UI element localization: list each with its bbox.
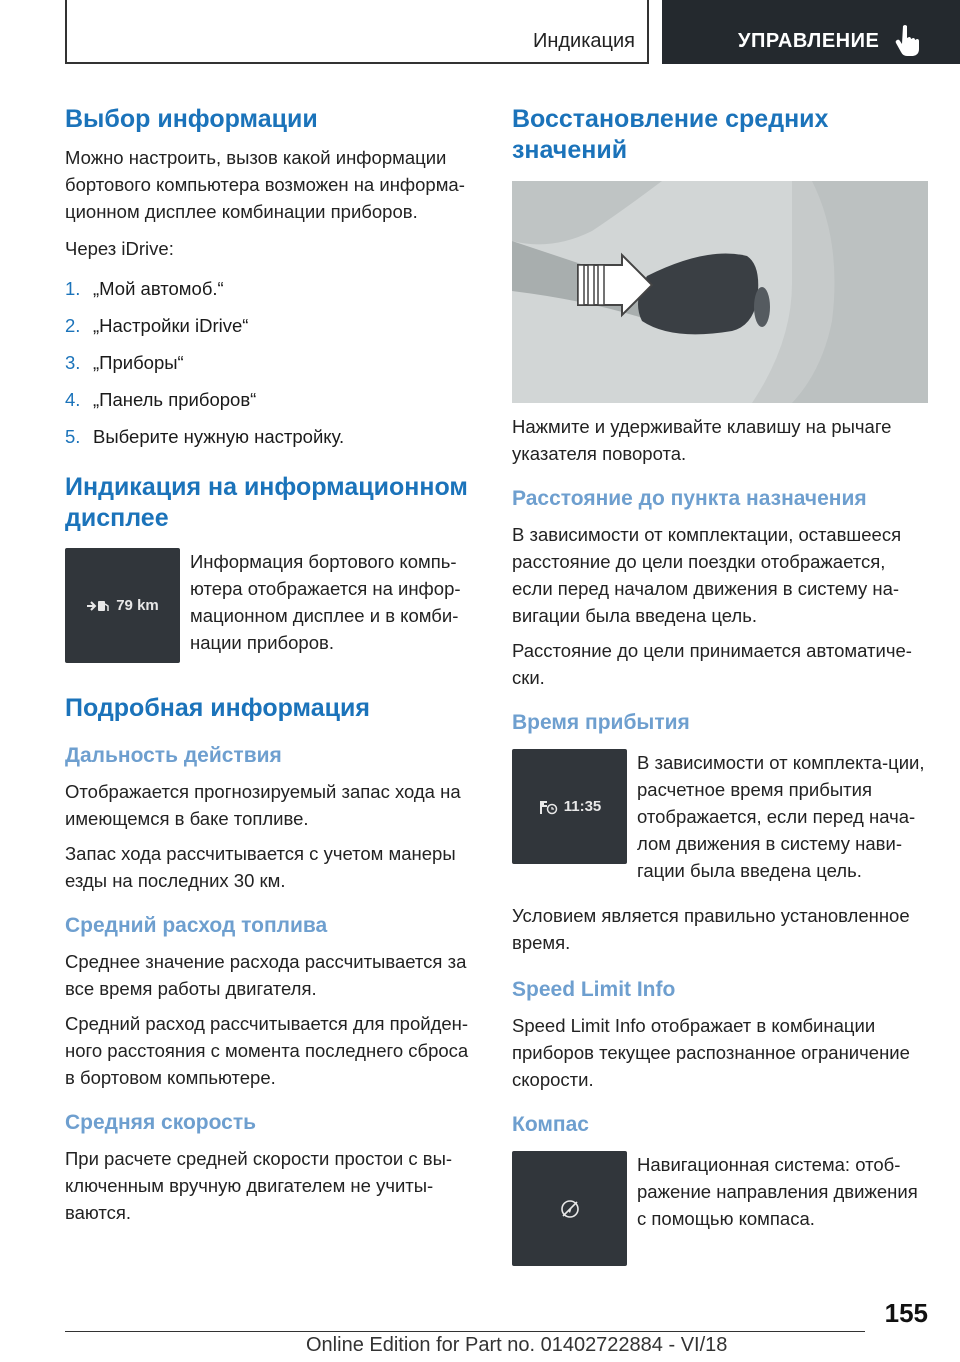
list-text: „Мой автомоб.“: [93, 278, 224, 299]
section-title-reset: Восстановление средних значений: [512, 105, 829, 164]
header-chapter-tab: [662, 0, 960, 64]
footer-divider: [65, 1331, 865, 1332]
paragraph: Speed Limit Info отображает в комбинации приборов текущее распознанное ограничение скорости.: [512, 1015, 910, 1090]
paragraph: Среднее значение расхода рассчитывается за все время работы двигателя.: [65, 951, 467, 999]
list-item: [65, 423, 475, 450]
list-item: [65, 275, 475, 302]
range-display-panel: [65, 548, 180, 663]
subsection-title-range: Дальность действия: [65, 744, 282, 767]
lever-illustration: [512, 181, 928, 403]
display-figure-row: [65, 548, 475, 663]
compass-figure-row: [512, 1151, 930, 1266]
right-column: [512, 100, 930, 1266]
compass-icon: [559, 1198, 581, 1220]
fuel-range-icon: [86, 599, 110, 613]
list-text: „Настройки iDrive“: [93, 315, 249, 336]
section-title-select-info: Выбор информации: [65, 105, 318, 133]
compass-display-panel: [512, 1151, 627, 1266]
pointing-hand-icon: [894, 24, 924, 56]
list-text: „Приборы“: [93, 352, 184, 373]
section-title-display: Индикация на информационном дисплее: [65, 473, 468, 532]
left-column: [65, 100, 475, 1226]
numbered-list: [65, 275, 475, 450]
list-text: Выберите нужную настройку.: [93, 426, 345, 447]
subsection-title-arrival: Время прибытия: [512, 711, 690, 734]
paragraph: Расстояние до цели принимается автоматиче‐ски.: [512, 640, 912, 688]
subsection-title-distance: Расстояние до пункта назначения: [512, 487, 867, 510]
paragraph: Информация бортового компь‐ютера отображается на инфор‐мационном дисплее и в комби‐нации приборов.: [190, 551, 461, 653]
subsection-title-compass: Компас: [512, 1113, 589, 1136]
paragraph: Условием является правильно установленное время.: [512, 905, 910, 953]
header-section-label: Индикация: [532, 30, 635, 52]
paragraph: При расчете средней скорости простои с вы‐ключенным вручную двигателем не учиты‐ваются.: [65, 1148, 453, 1223]
paragraph: Через iDrive:: [65, 238, 174, 259]
header-section-tab: [65, 0, 649, 64]
paragraph: В зависимости от комплектации, оставшееся расстояние до цели поездки отображается, если перед началом движения в систему на‐вигации была введена цель.: [512, 524, 902, 626]
page-number: 155: [884, 1298, 928, 1328]
list-number: 4.: [65, 389, 81, 410]
subsection-title-speed: Средняя скорость: [65, 1111, 257, 1134]
flag-clock-icon: [538, 799, 558, 815]
paragraph: Навигационная система: отоб‐ражение направления движения с помощью компаса.: [637, 1154, 918, 1229]
arrival-time-value: 11:35: [563, 798, 602, 815]
paragraph: Нажмите и удерживайте клавишу на рычаге указателя поворота.: [512, 416, 892, 464]
paragraph: Можно настроить, вызов какой информации бортового компьютера возможен на информа‐ционном дисплее комбинации приборов.: [65, 147, 465, 222]
header-chapter-label: УПРАВЛЕНИЕ: [738, 30, 880, 52]
arrival-display-panel: [512, 749, 627, 864]
subsection-title-speed-limit: Speed Limit Info: [512, 978, 676, 1001]
list-number: 5.: [65, 426, 81, 447]
paragraph: Средний расход рассчитывается для пройден‐ного расстояния с момента последнего сброса в бортовом компьютере.: [65, 1013, 469, 1088]
list-text: „Панель приборов“: [93, 389, 257, 410]
range-value: 79 km: [116, 597, 159, 614]
list-number: 2.: [65, 315, 81, 336]
arrival-figure-row: [512, 749, 930, 884]
list-number: 3.: [65, 352, 81, 373]
paragraph: Отображается прогнозируемый запас хода на имеющемся в баке топливе.: [65, 781, 461, 829]
footer-edition: Online Edition for Part no. 01402722884 - VI/18: [306, 1334, 728, 1356]
paragraph: Запас хода рассчитывается с учетом манеры езды на последних 30 км.: [65, 843, 456, 891]
list-item: [65, 312, 475, 339]
subsection-title-consumption: Средний расход топлива: [65, 914, 328, 937]
turn-signal-lever-photo: [512, 181, 928, 403]
list-number: 1.: [65, 278, 81, 299]
list-item: [65, 349, 475, 376]
section-title-details: Подробная информация: [65, 694, 370, 722]
paragraph: В зависимости от комплекта‐ции, расчетное время прибытия отображается, если перед нача‐лом движения в систему нави‐гации была введена цель.: [637, 752, 925, 881]
list-item: [65, 386, 475, 413]
